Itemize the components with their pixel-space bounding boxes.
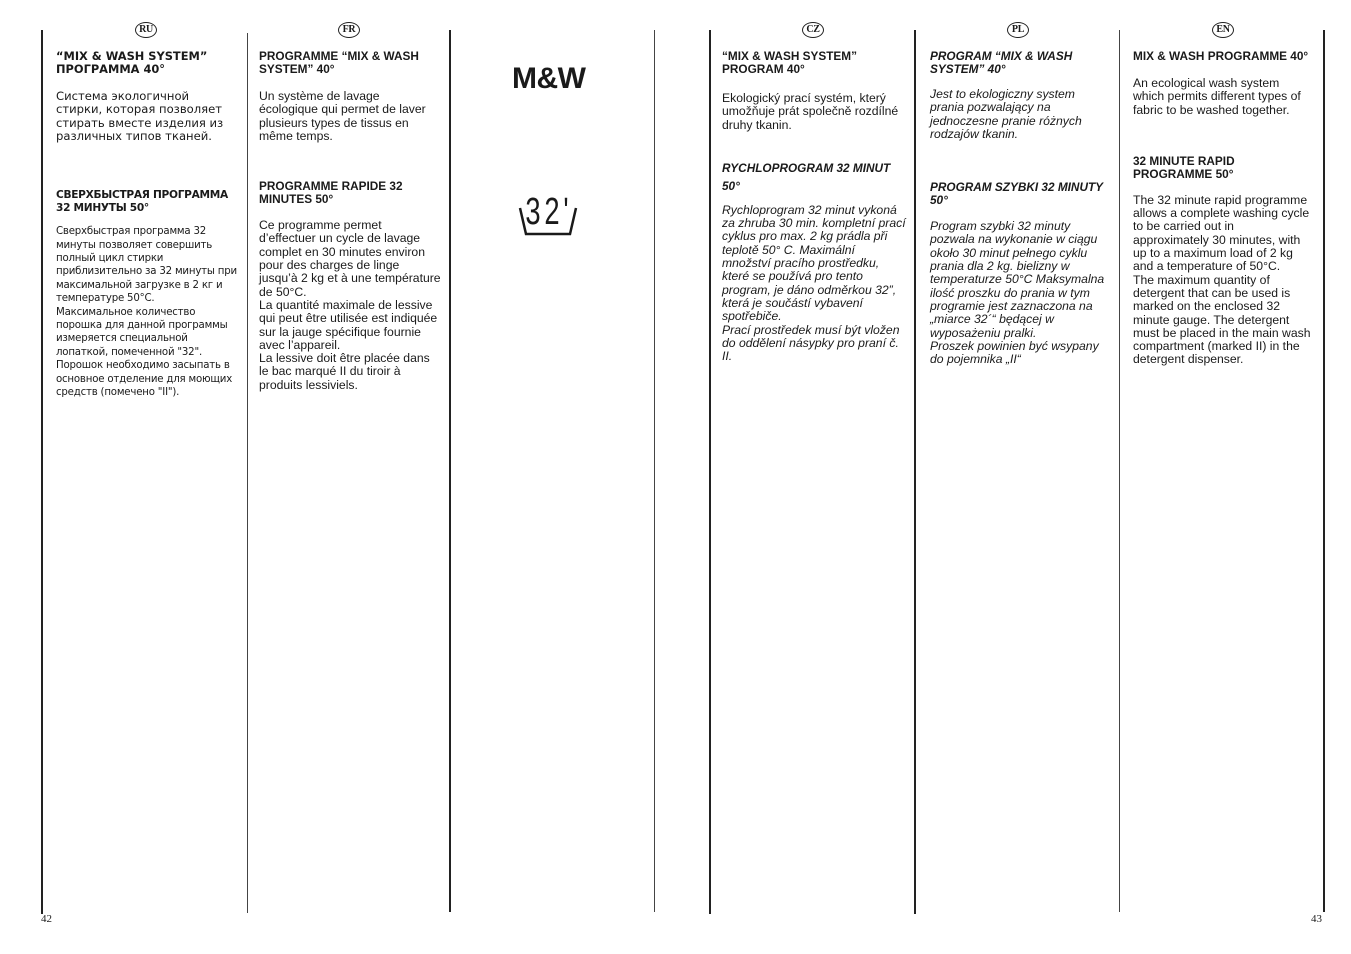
fr-heading-rapid: PROGRAMME RAPIDE 32 MINUTES 50° bbox=[259, 179, 403, 207]
language-badge-fr: FR bbox=[338, 22, 360, 38]
language-badge-ru: RU bbox=[135, 22, 157, 38]
pl-heading-rapid: PROGRAM SZYBKI 32 MINUTY 50° bbox=[930, 180, 1103, 208]
language-badge-pl: PL bbox=[1007, 22, 1029, 38]
column-en bbox=[1133, 50, 1313, 367]
column-pl bbox=[930, 50, 1110, 366]
left-outer-rule bbox=[41, 30, 43, 914]
pl-mix-wash-text: Jest to ekologiczny system prania pozwalający na jednoczesne pranie różnych rodzajów tkanin. bbox=[930, 87, 1082, 141]
column-ru bbox=[56, 50, 238, 399]
cz-detergent-text: Prací prostředek musí být vložen do oddělení násypky pro praní č. II. bbox=[722, 322, 900, 364]
fr-rapid-text: Ce programme permet d’effectuer un cycle de lavage complet en 30 minutes environ pour des charges de linge jusqu’à 2 kg et à une température de 50°C. bbox=[259, 218, 441, 299]
fr-mix-wash-text: Un système de lavage écologique qui permet de laver plusieurs types de tissus en même temps. bbox=[259, 89, 426, 143]
en-mix-wash-text: An ecological wash system which permits different types of fabric to be washed together. bbox=[1133, 76, 1301, 117]
cz-pl-divider bbox=[914, 30, 916, 914]
cz-heading-mix-wash: “MIX & WASH SYSTEM” PROGRAM 40° bbox=[722, 49, 858, 76]
center-left-divider bbox=[654, 30, 655, 912]
column-cz bbox=[722, 50, 906, 363]
center-cz-divider bbox=[709, 30, 711, 914]
language-badge-en: EN bbox=[1212, 22, 1234, 38]
fr-heading-mix-wash: PROGRAMME “MIX & WASH SYSTEM” 40° bbox=[259, 49, 419, 76]
cz-heading-rapid: RYCHLOPROGRAM 32 MINUT 50° bbox=[722, 160, 891, 193]
ru-heading-mix-wash: “MIX & WASH SYSTEM” ПРОГРАММА 40° bbox=[56, 49, 208, 76]
en-heading-rapid: 32 MINUTE RAPID PROGRAMME 50° bbox=[1133, 153, 1235, 181]
pl-rapid-text: Program szybki 32 minuty pozwala na wykonanie w ciągu około 30 minut pełnego cyklu prania dla 2 kg. bielizny w temperaturze 50°C Maksymalna ilość proszku do prania w tym programie jest zaznaczona na „miarce 32´“ będącej w wyposażeniu pralki. bbox=[930, 219, 1105, 340]
right-outer-rule bbox=[1323, 30, 1325, 912]
pl-en-divider bbox=[1119, 30, 1120, 912]
fr-quantity-text: La quantité maximale de lessive qui peut être utilisée est indiquée sur la jauge spécifique fournie avec l’appareil. bbox=[259, 297, 438, 352]
cz-rapid-text: Rychloprogram 32 minut vykoná za zhruba 30 min. kompletní prací cyklus pro max. 2 kg prádla při teplotě 50° C. Maximální množství pracího prostředku, které se používá pro tento program, je dáno odměrkou 32”, která je součástí vybavení spotřebiče. bbox=[722, 202, 906, 324]
page-number-right: 43 bbox=[1311, 913, 1322, 925]
en-rapid-text: The 32 minute rapid programme allows a complete washing cycle to be carried out in approximately 30 minutes, with up to a maximum load of 2 kg and a temperature of 50°C. bbox=[1133, 192, 1310, 274]
fr-compartment-text: La lessive doit être placée dans le bac marqué II du tiroir à produits lessiviels. bbox=[259, 351, 430, 392]
ru-heading-rapid: СВЕРХБЫСТРАЯ ПРОГРАММА 32 МИНУТЫ 50° bbox=[56, 189, 228, 215]
ru-detergent-text: Максимальное количество порошка для данной программы измеряется специальной лопаткой, помеченной "32". Порошок необходимо засыпать в основное отделение для моющих средств (помечено "II"). bbox=[56, 306, 233, 399]
ru-rapid-text: Сверхбыстрая программа 32 минуты позволяет совершить полный цикл стирки приблизительно за 32 минуты при максимальной загрузке в 2 кг и температуре 50°С. bbox=[56, 226, 237, 305]
en-heading-mix-wash: MIX & WASH PROGRAMME 40° bbox=[1133, 49, 1309, 63]
en-detergent-text: The maximum quantity of detergent that can be used is marked on the enclosed 32 minute gauge. The detergent must be placed in the main wash compartment (marked II) in the detergent dispenser. bbox=[1133, 272, 1311, 367]
ru-mix-wash-text: Система экологичной стирки, которая позволяет стирать вместе изделия из различных типов тканей. bbox=[56, 89, 224, 143]
gauge-32-icon bbox=[516, 186, 580, 242]
gauge-32-label: 32' bbox=[525, 190, 569, 234]
pl-detergent-text: Proszek powinien być wsypany do pojemnika „II“ bbox=[930, 338, 1099, 367]
mix-wash-symbol: M&W bbox=[512, 62, 586, 95]
pl-heading-mix-wash: PROGRAM “MIX & WASH SYSTEM” 40° bbox=[930, 49, 1073, 76]
column-fr bbox=[259, 50, 441, 392]
fr-center-divider bbox=[449, 30, 451, 912]
language-badge-cz: CZ bbox=[802, 22, 824, 38]
ru-fr-divider bbox=[247, 33, 248, 913]
cz-mix-wash-text: Ekologický prací systém, který umožňuje prát společně rozdílné druhy tkanin. bbox=[722, 91, 899, 132]
page-number-left: 42 bbox=[41, 913, 52, 925]
